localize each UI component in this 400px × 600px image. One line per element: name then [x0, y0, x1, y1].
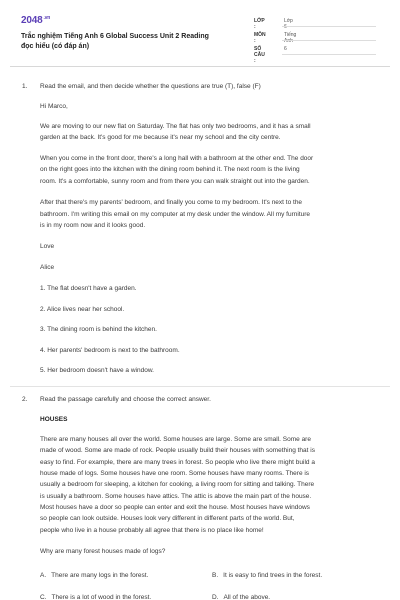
passage-line: is usually a bathroom. Some houses have attics. The attic is above the main part of the house. — [40, 493, 312, 500]
passage-line: people who live in a house probably all agree that there is no place like home! — [40, 527, 264, 534]
statement-item: 2. Alice lives near her school. — [40, 306, 125, 313]
question-2-number: 2. — [22, 396, 28, 403]
answer-option-a[interactable] — [40, 570, 148, 581]
page-title-line-1: Trắc nghiệm Tiếng Anh 6 Global Success Unit 2 Reading — [21, 33, 209, 40]
email-p2-line: When you come in the front door, there's a long hall with a bathroom at the other end. The door — [40, 155, 314, 162]
email-signature: Alice — [40, 264, 55, 271]
email-greeting: Hi Marco, — [40, 103, 68, 110]
meta-divider — [282, 54, 376, 55]
statement-item: 1. The flat doesn't have a garden. — [40, 285, 137, 292]
question-2-instruction: Read the passage carefully and choose the correct answer. — [40, 396, 211, 403]
option-text: There is a lot of wood in the forest. — [51, 594, 152, 600]
option-letter: D. — [212, 594, 219, 600]
statement-item: 5. Her bedroom doesn't have a window. — [40, 367, 154, 374]
question-1-instruction: Read the email, and then decide whether the questions are true (T), false (F) — [40, 83, 261, 90]
passage-line: easy to find. For example, there are many trees in forest. So people who live there might build a — [40, 459, 315, 466]
passage-line: usually a bedroom for sleeping, a kitchen for cooking, a living room for sitting and talking. There — [40, 481, 315, 488]
statement-item: 4. Her parents' bedroom is next to the bathroom. — [40, 347, 180, 354]
meta-divider — [282, 26, 376, 27]
answer-option-d[interactable] — [212, 592, 270, 600]
passage-heading: HOUSES — [40, 416, 68, 423]
page-title-line-2: đọc hiểu (có đáp án) — [21, 43, 90, 50]
email-p3-line: After that there's my parents' bedroom, and finally you come to my bedroom. It's next to the — [40, 199, 303, 206]
email-p1-line: We are moving to our new flat on Saturday. The flat has only two bedrooms, and it has a small — [40, 123, 311, 130]
meta-grade-label: LỚP : — [254, 18, 265, 30]
question-divider — [10, 386, 390, 387]
option-text: It is easy to find trees in the forest. — [223, 572, 323, 579]
option-letter: A. — [40, 572, 47, 579]
meta-subject-value: Tiếng Anh — [284, 32, 297, 44]
page-title — [21, 32, 236, 52]
email-p3-line: bathroom. I'm writing this email on my computer at my desk under the window. All my furniture — [40, 211, 311, 218]
logo-text: 2048 — [21, 15, 43, 26]
page-header — [0, 0, 400, 66]
email-p1-line: garden at the back. It's good for me because it's near my school and the city centre. — [40, 134, 281, 141]
question-1-number: 1. — [22, 83, 28, 90]
option-letter: B. — [212, 572, 219, 579]
email-p3-line: is in my room now and it looks good. — [40, 222, 146, 229]
passage-line: Most houses have a door so people can enter and exit the house. Most houses have windows — [40, 504, 310, 511]
option-text: There are many logs in the forest. — [51, 572, 149, 579]
option-text: All of the above. — [223, 594, 271, 600]
site-logo[interactable] — [21, 15, 50, 26]
passage-line: There are many houses all over the world. Some houses are large. Some are small. Some are — [40, 436, 311, 443]
email-p2-line: room. It's a comfortable, sunny room and from there you can walk straight out into the garden. — [40, 178, 310, 185]
email-p2-line: on the right goes into the kitchen with the dining room behind it. The next room is the living — [40, 166, 300, 173]
answer-option-b[interactable] — [212, 570, 322, 581]
passage-line: house made of logs. Some houses have one room. Some houses have many rooms. There is — [40, 470, 310, 477]
passage-line: so people can look outside. Houses look very different in different parts of the world. But, — [40, 515, 295, 522]
meta-count-label: SỐ CÂU : — [254, 46, 265, 64]
statement-item: 3. The dining room is behind the kitchen. — [40, 326, 157, 333]
header-divider — [10, 66, 390, 67]
meta-count-value: 6 — [284, 46, 287, 52]
answer-option-c[interactable] — [40, 592, 151, 600]
logo-tld: .vn — [43, 15, 51, 21]
passage-line: made of wood. Some are made of rock. People usually build their houses with something that is — [40, 447, 315, 454]
email-closing: Love — [40, 243, 55, 250]
meta-divider — [282, 40, 376, 41]
question-text: Why are many forest houses made of logs? — [40, 548, 166, 555]
meta-grade-value: Lớp 6 — [284, 18, 293, 30]
meta-subject-label: MÔN : — [254, 32, 266, 44]
option-letter: C. — [40, 594, 47, 600]
